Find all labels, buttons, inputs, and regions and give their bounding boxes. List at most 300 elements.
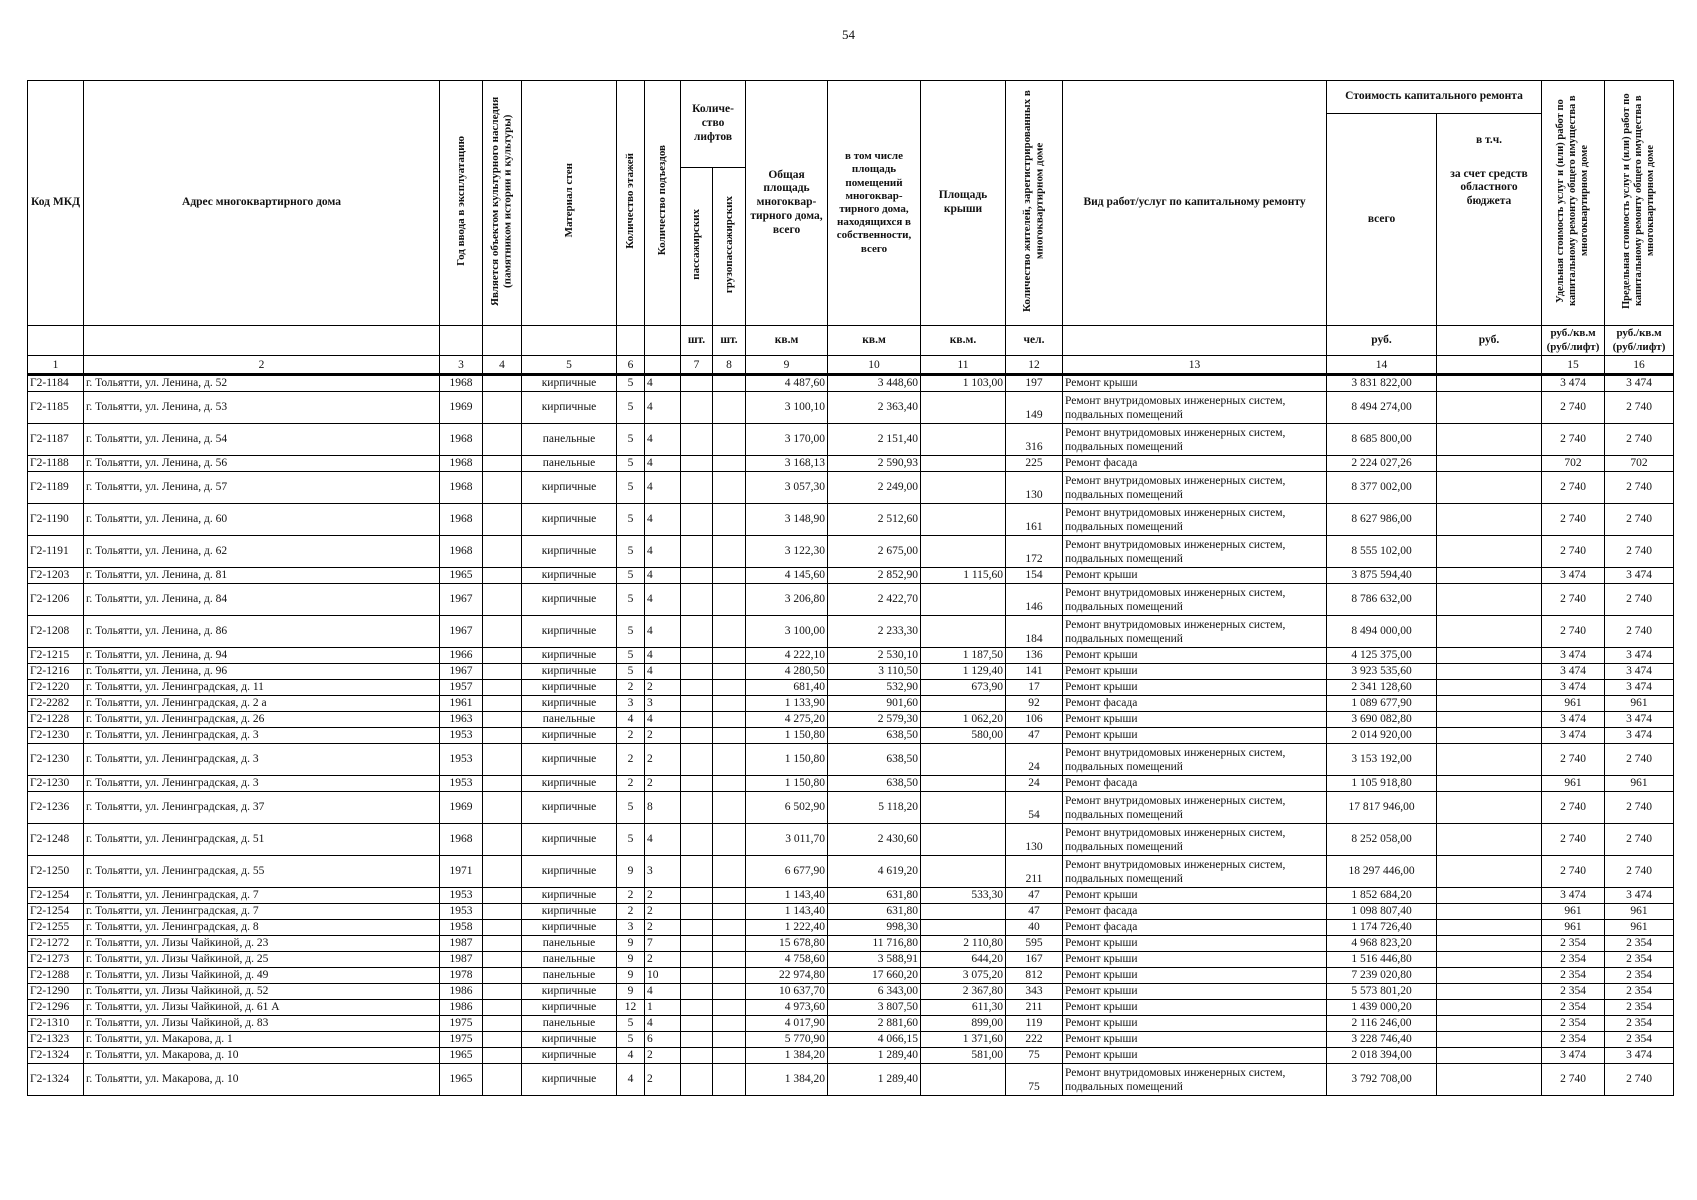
- row-heritage: [483, 712, 522, 728]
- row-heritage: [483, 920, 522, 936]
- row-limit-cost: 961: [1605, 904, 1674, 920]
- row-code: Г2-1236: [28, 792, 84, 824]
- row-heritage: [483, 664, 522, 680]
- row-limit-cost: 3 474: [1605, 1048, 1674, 1064]
- row-lifts-cargo: [713, 936, 746, 952]
- row-year: 1953: [440, 888, 483, 904]
- row-lifts-cargo: [713, 888, 746, 904]
- row-residents: 17: [1006, 680, 1063, 696]
- row-material: панельные: [522, 712, 617, 728]
- row-total-area: 4 145,60: [746, 568, 828, 584]
- row-owned-area: 631,80: [828, 904, 921, 920]
- row-code: Г2-1290: [28, 984, 84, 1000]
- row-heritage: [483, 744, 522, 776]
- row-owned-area: 4 619,20: [828, 856, 921, 888]
- row-residents: 197: [1006, 375, 1063, 392]
- row-code: Г2-1220: [28, 680, 84, 696]
- row-code: Г2-1184: [28, 375, 84, 392]
- header-year: Год ввода в эксплуатацию: [454, 135, 467, 266]
- row-entrances: 4: [645, 664, 681, 680]
- row-owned-area: 2 249,00: [828, 472, 921, 504]
- row-code: Г2-1185: [28, 392, 84, 424]
- row-floors: 2: [617, 888, 645, 904]
- row-work-type: Ремонт внутридомовых инженерных систем, подвальных помещений: [1063, 504, 1327, 536]
- row-limit-cost: 2 354: [1605, 1032, 1674, 1048]
- row-floors: 9: [617, 856, 645, 888]
- row-total-area: 3 011,70: [746, 824, 828, 856]
- row-residents: 184: [1006, 616, 1063, 648]
- row-roof-area: [921, 904, 1006, 920]
- row-total-area: 6 502,90: [746, 792, 828, 824]
- row-roof-area: [921, 744, 1006, 776]
- row-limit-cost: 2 740: [1605, 744, 1674, 776]
- table-row: [28, 664, 1674, 680]
- row-address: г. Тольятти, ул. Лизы Чайкиной, д. 61 А: [84, 1000, 440, 1016]
- column-number: 14: [1327, 356, 1437, 375]
- row-roof-area: 673,90: [921, 680, 1006, 696]
- row-owned-area: 998,30: [828, 920, 921, 936]
- row-lifts-cargo: [713, 712, 746, 728]
- row-heritage: [483, 472, 522, 504]
- page-number: 54: [842, 27, 855, 42]
- row-roof-area: 899,00: [921, 1016, 1006, 1032]
- row-material: кирпичные: [522, 504, 617, 536]
- row-unit-cost: 2 740: [1542, 536, 1605, 568]
- row-residents: 225: [1006, 456, 1063, 472]
- row-floors: 5: [617, 472, 645, 504]
- row-material: кирпичные: [522, 824, 617, 856]
- row-cost-total: 8 786 632,00: [1327, 584, 1437, 616]
- row-heritage: [483, 424, 522, 456]
- table-row: [28, 776, 1674, 792]
- row-code: Г2-1288: [28, 968, 84, 984]
- row-residents: 146: [1006, 584, 1063, 616]
- table-row: [28, 856, 1674, 888]
- row-total-area: 4 487,60: [746, 375, 828, 392]
- row-cost-total: 1 089 677,90: [1327, 696, 1437, 712]
- row-code: Г2-1273: [28, 952, 84, 968]
- row-heritage: [483, 696, 522, 712]
- row-unit-cost: 961: [1542, 696, 1605, 712]
- row-code: Г2-1272: [28, 936, 84, 952]
- row-floors: 9: [617, 952, 645, 968]
- row-total-area: 4 017,90: [746, 1016, 828, 1032]
- row-work-type: Ремонт фасада: [1063, 920, 1327, 936]
- table-row: [28, 472, 1674, 504]
- row-year: 1968: [440, 504, 483, 536]
- row-roof-area: [921, 456, 1006, 472]
- row-heritage: [483, 1032, 522, 1048]
- row-lifts-cargo: [713, 472, 746, 504]
- row-floors: 12: [617, 1000, 645, 1016]
- row-material: кирпичные: [522, 664, 617, 680]
- row-cost-regional: [1437, 1048, 1542, 1064]
- row-code: Г2-1324: [28, 1048, 84, 1064]
- row-owned-area: 2 430,60: [828, 824, 921, 856]
- header-lifts-cargo: грузопассажирских: [722, 195, 735, 293]
- row-entrances: 4: [645, 1016, 681, 1032]
- row-address: г. Тольятти, ул. Ленинградская, д. 7: [84, 904, 440, 920]
- row-residents: 141: [1006, 664, 1063, 680]
- row-owned-area: 2 530,10: [828, 648, 921, 664]
- row-owned-area: 3 110,50: [828, 664, 921, 680]
- row-year: 1953: [440, 728, 483, 744]
- row-work-type: Ремонт крыши: [1063, 888, 1327, 904]
- column-numbers-row: [28, 356, 1674, 375]
- row-floors: 9: [617, 936, 645, 952]
- row-residents: 222: [1006, 1032, 1063, 1048]
- row-lifts-cargo: [713, 1064, 746, 1096]
- row-limit-cost: 3 474: [1605, 648, 1674, 664]
- row-total-area: 5 770,90: [746, 1032, 828, 1048]
- row-limit-cost: 2 354: [1605, 952, 1674, 968]
- row-total-area: 15 678,80: [746, 936, 828, 952]
- row-owned-area: 532,90: [828, 680, 921, 696]
- row-material: панельные: [522, 968, 617, 984]
- row-limit-cost: 702: [1605, 456, 1674, 472]
- row-work-type: Ремонт внутридомовых инженерных систем, подвальных помещений: [1063, 424, 1327, 456]
- header-address: Адрес многоквартирного дома: [84, 81, 440, 326]
- table-row: [28, 920, 1674, 936]
- row-cost-regional: [1437, 952, 1542, 968]
- row-cost-total: 1 439 000,20: [1327, 1000, 1437, 1016]
- row-floors: 5: [617, 1032, 645, 1048]
- row-material: кирпичные: [522, 696, 617, 712]
- row-work-type: Ремонт крыши: [1063, 664, 1327, 680]
- row-roof-area: [921, 536, 1006, 568]
- row-heritage: [483, 984, 522, 1000]
- row-address: г. Тольятти, ул. Ленина, д. 81: [84, 568, 440, 584]
- row-entrances: 4: [645, 456, 681, 472]
- row-floors: 2: [617, 728, 645, 744]
- row-lifts-passenger: [681, 584, 713, 616]
- row-floors: 9: [617, 984, 645, 1000]
- row-work-type: Ремонт внутридомовых инженерных систем, подвальных помещений: [1063, 392, 1327, 424]
- row-heritage: [483, 888, 522, 904]
- row-work-type: Ремонт фасада: [1063, 904, 1327, 920]
- row-floors: 4: [617, 1064, 645, 1096]
- row-total-area: 4 758,60: [746, 952, 828, 968]
- row-floors: 5: [617, 424, 645, 456]
- row-code: Г2-1296: [28, 1000, 84, 1016]
- row-work-type: Ремонт внутридомовых инженерных систем, подвальных помещений: [1063, 472, 1327, 504]
- row-lifts-cargo: [713, 744, 746, 776]
- row-lifts-cargo: [713, 648, 746, 664]
- table-row: [28, 456, 1674, 472]
- row-floors: 5: [617, 504, 645, 536]
- row-unit-cost: 3 474: [1542, 375, 1605, 392]
- table-row: [28, 584, 1674, 616]
- row-year: 1966: [440, 648, 483, 664]
- table-row: [28, 696, 1674, 712]
- row-floors: 5: [617, 824, 645, 856]
- row-unit-cost: 2 354: [1542, 952, 1605, 968]
- row-lifts-passenger: [681, 792, 713, 824]
- row-work-type: Ремонт крыши: [1063, 968, 1327, 984]
- row-cost-total: 3 875 594,40: [1327, 568, 1437, 584]
- row-material: кирпичные: [522, 792, 617, 824]
- row-heritage: [483, 392, 522, 424]
- row-roof-area: [921, 584, 1006, 616]
- row-year: 1953: [440, 776, 483, 792]
- row-work-type: Ремонт фасада: [1063, 776, 1327, 792]
- row-unit-cost: 2 740: [1542, 616, 1605, 648]
- row-cost-regional: [1437, 968, 1542, 984]
- table-row: [28, 424, 1674, 456]
- unit-pcs-cargo: шт.: [713, 326, 746, 356]
- row-cost-total: 3 690 082,80: [1327, 712, 1437, 728]
- row-code: Г2-1310: [28, 1016, 84, 1032]
- row-lifts-passenger: [681, 856, 713, 888]
- row-roof-area: 644,20: [921, 952, 1006, 968]
- row-year: 1987: [440, 936, 483, 952]
- row-residents: 40: [1006, 920, 1063, 936]
- row-unit-cost: 3 474: [1542, 1048, 1605, 1064]
- row-year: 1968: [440, 456, 483, 472]
- row-limit-cost: 2 354: [1605, 984, 1674, 1000]
- row-owned-area: 631,80: [828, 888, 921, 904]
- row-lifts-cargo: [713, 1016, 746, 1032]
- row-roof-area: 581,00: [921, 1048, 1006, 1064]
- row-roof-area: [921, 472, 1006, 504]
- row-work-type: Ремонт внутридомовых инженерных систем, подвальных помещений: [1063, 536, 1327, 568]
- row-heritage: [483, 1048, 522, 1064]
- row-lifts-passenger: [681, 920, 713, 936]
- table-row: [28, 1032, 1674, 1048]
- row-unit-cost: 2 740: [1542, 792, 1605, 824]
- row-floors: 5: [617, 792, 645, 824]
- row-address: г. Тольятти, ул. Ленина, д. 86: [84, 616, 440, 648]
- header-lifts-passenger: пассажирских: [690, 208, 703, 280]
- row-heritage: [483, 1000, 522, 1016]
- row-lifts-passenger: [681, 456, 713, 472]
- row-year: 1958: [440, 920, 483, 936]
- row-limit-cost: 3 474: [1605, 728, 1674, 744]
- row-floors: 5: [617, 456, 645, 472]
- row-heritage: [483, 936, 522, 952]
- row-roof-area: 1 371,60: [921, 1032, 1006, 1048]
- row-address: г. Тольятти, ул. Ленинградская, д. 8: [84, 920, 440, 936]
- header-unit-cost: Удельная стоимость услуг и (или) работ по капитальному ремонту общего имущества в многоквартирном доме: [1554, 95, 1591, 306]
- row-year: 1969: [440, 392, 483, 424]
- row-cost-total: 5 573 801,20: [1327, 984, 1437, 1000]
- table-row: [28, 744, 1674, 776]
- row-unit-cost: 3 474: [1542, 712, 1605, 728]
- row-lifts-cargo: [713, 824, 746, 856]
- unit-roof-area: кв.м.: [921, 326, 1006, 356]
- row-lifts-cargo: [713, 904, 746, 920]
- row-work-type: Ремонт внутридомовых инженерных систем, подвальных помещений: [1063, 1064, 1327, 1096]
- row-limit-cost: 2 740: [1605, 792, 1674, 824]
- row-entrances: 2: [645, 680, 681, 696]
- row-owned-area: 3 807,50: [828, 1000, 921, 1016]
- row-address: г. Тольятти, ул. Макарова, д. 10: [84, 1048, 440, 1064]
- row-material: кирпичные: [522, 568, 617, 584]
- row-entrances: 4: [645, 712, 681, 728]
- row-material: панельные: [522, 1016, 617, 1032]
- row-floors: 5: [617, 648, 645, 664]
- row-cost-total: 8 627 986,00: [1327, 504, 1437, 536]
- row-unit-cost: 2 740: [1542, 424, 1605, 456]
- row-lifts-cargo: [713, 728, 746, 744]
- row-residents: 130: [1006, 472, 1063, 504]
- row-material: кирпичные: [522, 856, 617, 888]
- row-roof-area: [921, 792, 1006, 824]
- row-address: г. Тольятти, ул. Ленина, д. 53: [84, 392, 440, 424]
- row-unit-cost: 961: [1542, 920, 1605, 936]
- row-cost-regional: [1437, 696, 1542, 712]
- row-address: г. Тольятти, ул. Ленина, д. 54: [84, 424, 440, 456]
- row-material: кирпичные: [522, 536, 617, 568]
- row-unit-cost: 3 474: [1542, 728, 1605, 744]
- row-entrances: 4: [645, 375, 681, 392]
- row-material: кирпичные: [522, 616, 617, 648]
- row-work-type: Ремонт фасада: [1063, 456, 1327, 472]
- row-floors: 3: [617, 920, 645, 936]
- row-floors: 5: [617, 536, 645, 568]
- header-lifts: Количе-ство лифтов: [681, 81, 746, 168]
- header-cost-incl: в т.ч.: [1437, 114, 1542, 168]
- row-lifts-cargo: [713, 392, 746, 424]
- row-lifts-passenger: [681, 568, 713, 584]
- row-address: г. Тольятти, ул. Макарова, д. 10: [84, 1064, 440, 1096]
- table-row: [28, 375, 1674, 392]
- row-lifts-cargo: [713, 1000, 746, 1016]
- row-cost-regional: [1437, 744, 1542, 776]
- row-cost-total: 18 297 446,00: [1327, 856, 1437, 888]
- row-floors: 5: [617, 392, 645, 424]
- row-heritage: [483, 952, 522, 968]
- row-lifts-passenger: [681, 696, 713, 712]
- row-year: 1986: [440, 1000, 483, 1016]
- table-row: [28, 792, 1674, 824]
- row-residents: 47: [1006, 904, 1063, 920]
- row-cost-regional: [1437, 904, 1542, 920]
- row-entrances: 2: [645, 728, 681, 744]
- row-code: Г2-1215: [28, 648, 84, 664]
- row-unit-cost: 2 354: [1542, 984, 1605, 1000]
- row-lifts-cargo: [713, 952, 746, 968]
- row-work-type: Ремонт внутридомовых инженерных систем, подвальных помещений: [1063, 744, 1327, 776]
- row-roof-area: 533,30: [921, 888, 1006, 904]
- row-floors: 4: [617, 712, 645, 728]
- row-address: г. Тольятти, ул. Ленинградская, д. 37: [84, 792, 440, 824]
- row-roof-area: 1 062,20: [921, 712, 1006, 728]
- row-code: Г2-1189: [28, 472, 84, 504]
- row-code: Г2-1190: [28, 504, 84, 536]
- row-lifts-passenger: [681, 776, 713, 792]
- row-cost-regional: [1437, 456, 1542, 472]
- row-unit-cost: 702: [1542, 456, 1605, 472]
- row-entrances: 6: [645, 1032, 681, 1048]
- row-limit-cost: 3 474: [1605, 712, 1674, 728]
- row-total-area: 3 122,30: [746, 536, 828, 568]
- header-code: Код МКД: [28, 81, 84, 326]
- header-residents: Количество жителей, зарегистрированных в многоквартирном доме: [1021, 89, 1047, 312]
- row-heritage: [483, 584, 522, 616]
- row-cost-total: 4 968 823,20: [1327, 936, 1437, 952]
- table-row: [28, 1064, 1674, 1096]
- row-lifts-cargo: [713, 776, 746, 792]
- row-cost-regional: [1437, 472, 1542, 504]
- row-cost-total: 3 228 746,40: [1327, 1032, 1437, 1048]
- row-material: кирпичные: [522, 920, 617, 936]
- row-limit-cost: 2 354: [1605, 936, 1674, 952]
- table-row: [28, 616, 1674, 648]
- row-owned-area: 2 363,40: [828, 392, 921, 424]
- row-unit-cost: 2 740: [1542, 472, 1605, 504]
- row-cost-total: 2 014 920,00: [1327, 728, 1437, 744]
- row-total-area: 6 677,90: [746, 856, 828, 888]
- row-cost-regional: [1437, 712, 1542, 728]
- row-entrances: 2: [645, 1048, 681, 1064]
- row-year: 1961: [440, 696, 483, 712]
- row-year: 1978: [440, 968, 483, 984]
- row-roof-area: [921, 824, 1006, 856]
- table-body: [28, 375, 1674, 1096]
- row-lifts-passenger: [681, 616, 713, 648]
- row-entrances: 2: [645, 1064, 681, 1096]
- row-unit-cost: 2 740: [1542, 1064, 1605, 1096]
- header-entrances: Количество подъездов: [656, 145, 669, 256]
- row-lifts-passenger: [681, 824, 713, 856]
- row-address: г. Тольятти, ул. Лизы Чайкиной, д. 25: [84, 952, 440, 968]
- row-material: кирпичные: [522, 680, 617, 696]
- row-residents: 92: [1006, 696, 1063, 712]
- table-row: [28, 1048, 1674, 1064]
- row-lifts-cargo: [713, 1032, 746, 1048]
- row-year: 1965: [440, 1048, 483, 1064]
- row-floors: 2: [617, 776, 645, 792]
- row-heritage: [483, 792, 522, 824]
- row-lifts-passenger: [681, 952, 713, 968]
- row-work-type: Ремонт крыши: [1063, 936, 1327, 952]
- row-code: Г2-1255: [28, 920, 84, 936]
- row-material: кирпичные: [522, 1032, 617, 1048]
- row-heritage: [483, 648, 522, 664]
- row-year: 1971: [440, 856, 483, 888]
- row-year: 1968: [440, 824, 483, 856]
- row-entrances: 2: [645, 888, 681, 904]
- row-limit-cost: 2 740: [1605, 536, 1674, 568]
- row-material: панельные: [522, 952, 617, 968]
- row-address: г. Тольятти, ул. Лизы Чайкиной, д. 49: [84, 968, 440, 984]
- row-lifts-passenger: [681, 744, 713, 776]
- unit-total-area: кв.м: [746, 326, 828, 356]
- row-entrances: 4: [645, 984, 681, 1000]
- row-total-area: 4 973,60: [746, 1000, 828, 1016]
- row-limit-cost: 3 474: [1605, 568, 1674, 584]
- row-unit-cost: 2 740: [1542, 504, 1605, 536]
- row-cost-regional: [1437, 776, 1542, 792]
- row-cost-total: 17 817 946,00: [1327, 792, 1437, 824]
- row-unit-cost: 2 354: [1542, 1032, 1605, 1048]
- row-lifts-cargo: [713, 456, 746, 472]
- row-cost-regional: [1437, 856, 1542, 888]
- unit-residents: чел.: [1006, 326, 1063, 356]
- table-row: [28, 888, 1674, 904]
- row-lifts-passenger: [681, 504, 713, 536]
- row-total-area: 4 280,50: [746, 664, 828, 680]
- row-work-type: Ремонт крыши: [1063, 680, 1327, 696]
- row-residents: 343: [1006, 984, 1063, 1000]
- row-owned-area: 3 588,91: [828, 952, 921, 968]
- row-lifts-passenger: [681, 648, 713, 664]
- row-cost-total: 2 116 246,00: [1327, 1016, 1437, 1032]
- row-year: 1968: [440, 424, 483, 456]
- row-lifts-cargo: [713, 616, 746, 648]
- row-limit-cost: 2 740: [1605, 824, 1674, 856]
